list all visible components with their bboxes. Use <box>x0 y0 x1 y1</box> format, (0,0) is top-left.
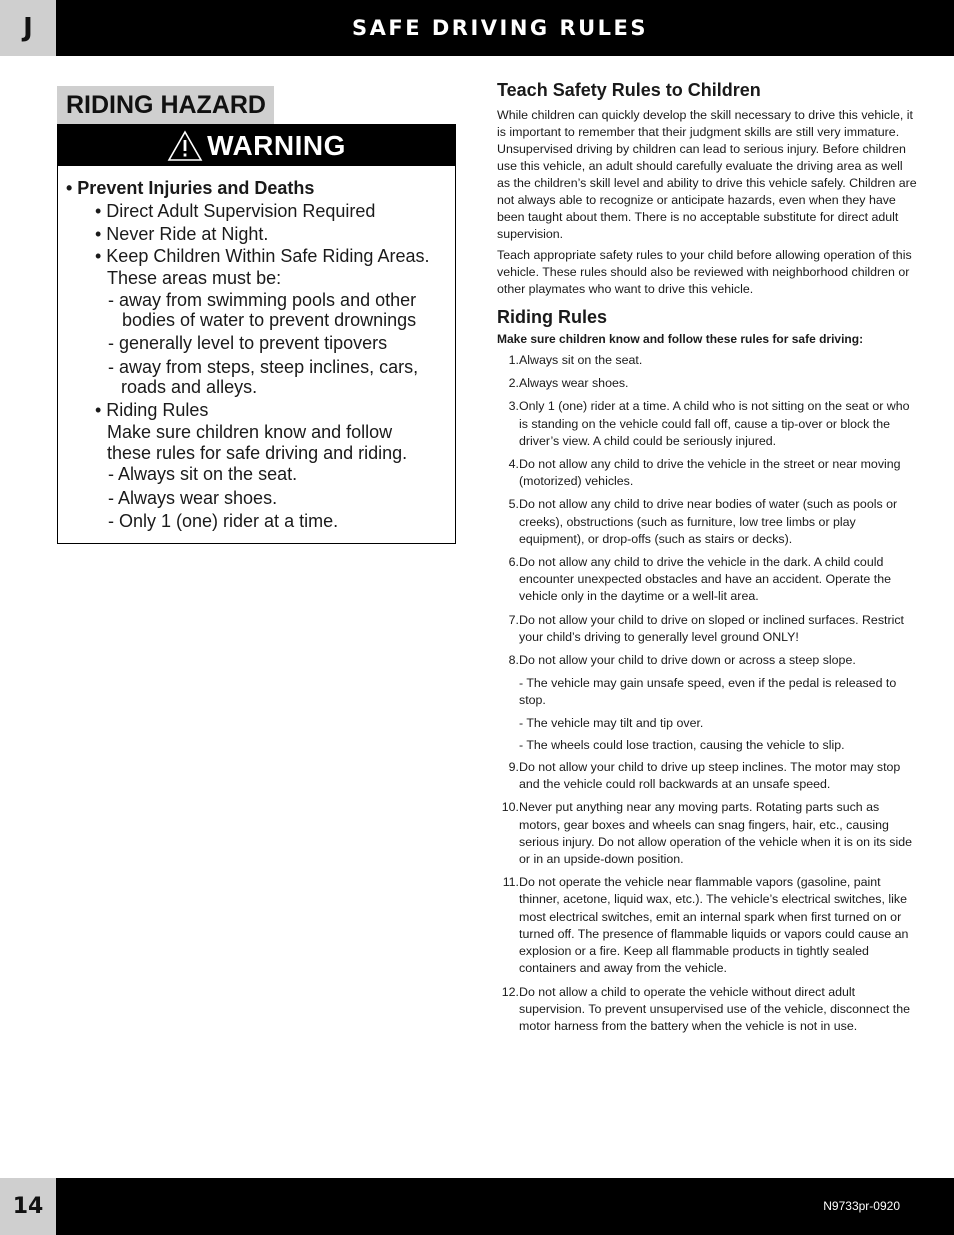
warning-line: - away from swimming pools and other <box>108 290 417 310</box>
rule-text: Do not allow any child to drive the vehicle in the dark. A child could encounter unexpected obstacles and have an accident. Operate the vehicle only in the daytime or a well-lit area. <box>519 555 891 604</box>
rule-text: Only 1 (one) rider at a time. A child who is not sitting on the seat or who is standing on the vehicle could fall off, cause a tip-over or block the driver’s view. A child could be seriously injured. <box>519 399 910 448</box>
warning-line: - away from steps, steep inclines, cars, <box>108 357 419 377</box>
rule-text: Never put anything near any moving parts. Rotating parts such as motors, gear boxes and wheels can snag fingers, hair, etc., causing serious injury. Do not allow operation of the vehicle when it is on its side or in an upside-down position. <box>519 800 913 867</box>
warning-line: • Never Ride at Night. <box>95 224 269 244</box>
riding-rules-heading: Riding Rules <box>497 307 608 327</box>
warning-line: - generally level to prevent tipovers <box>108 333 388 353</box>
rule-number: 2. <box>508 376 519 391</box>
section-letter: J <box>0 0 56 56</box>
rule-text: Do not allow your child to drive on sloped or inclined surfaces. Restrict your child’s driving to generally level ground ONLY! <box>519 612 904 644</box>
right-column <box>497 80 917 1035</box>
riding-rules-intro: Make sure children know and follow these rules for safe driving: <box>497 332 864 346</box>
rule-number: 4. <box>508 457 519 472</box>
warning-heading: WARNING <box>207 129 346 161</box>
rule-item <box>497 652 917 669</box>
warning-triangle-icon <box>167 130 203 162</box>
warning-line: bodies of water to prevent drownings <box>122 310 417 330</box>
warning-line: these rules for safe driving and riding. <box>107 443 408 463</box>
document-code: N9733pr-0920 <box>823 1199 900 1213</box>
warning-line: - Always wear shoes. <box>108 488 278 508</box>
rule-number: 10. <box>501 800 519 815</box>
rule-number: 11. <box>502 875 519 890</box>
warning-line: roads and alleys. <box>121 377 258 397</box>
rule-item <box>497 799 917 868</box>
rule-sub-item: - The vehicle may tilt and tip over. <box>519 715 704 730</box>
rule-sub-item: - The vehicle may gain unsafe speed, even if the pedal is released to stop. <box>519 676 897 708</box>
rule-item <box>497 874 917 977</box>
rule-item <box>497 496 917 548</box>
warning-line: • Prevent Injuries and Deaths <box>66 178 315 198</box>
footer-bar <box>56 1178 954 1235</box>
rule-number: 5. <box>508 497 519 512</box>
warning-box <box>57 124 456 544</box>
warning-line: These areas must be: <box>107 268 282 288</box>
rule-text: Do not allow any child to drive the vehicle in the street or near moving (motorized) vehicles. <box>519 457 901 489</box>
rule-number: 8. <box>508 653 519 668</box>
warning-line: • Riding Rules <box>95 400 209 420</box>
rule-item <box>497 612 917 646</box>
rule-number: 12. <box>501 984 519 999</box>
rule-item <box>497 456 917 490</box>
rule-item <box>497 398 917 450</box>
rule-number: 6. <box>508 555 519 570</box>
rule-sub-item: - The wheels could lose traction, causing the vehicle to slip. <box>519 737 845 752</box>
rule-number: 1. <box>508 353 519 367</box>
teach-paragraph: While children can quickly develop the skill necessary to drive this vehicle, it is important to remember that their judgment skills are still very immature. Unsupervised driving by children can lead to serious injury. Before children use this vehicle, an adult should carefully evaluate the driving area as well as the children’s skill level and ability to drive this vehicle safely. Children are not always able to recognize or anticipate hazards, even when they have been taught about them. There is no acceptable substitute for direct adult supervision. <box>497 108 917 241</box>
rule-text: Do not operate the vehicle near flammable vapors (gasoline, paint thinner, acetone, liquid wax, etc.). The vehicle’s electrical switches, like most electrical switches, emit an internal spark when first turned on or turned off. The presence of flammable liquids or vapors could cause an explosion or a fire. Keep all flammable products in tightly sealed containers and away from the vehicle. <box>519 875 909 976</box>
rule-item <box>497 984 917 1036</box>
rule-text: Do not allow any child to drive near bodies of water (such as pools or creeks), obstructions (such as furniture, low tree limbs or play equipment), or drop-offs (such as stairs or decks). <box>519 497 898 546</box>
warning-line: - Always sit on the seat. <box>108 464 298 484</box>
teach-safety-heading: Teach Safety Rules to Children <box>497 80 761 100</box>
warning-line: Make sure children know and follow <box>107 422 393 442</box>
rule-text: Always sit on the seat. <box>519 353 643 367</box>
rule-text: Do not allow your child to drive up steep inclines. The motor may stop and the vehicle could roll backwards at an unsafe speed. <box>519 760 901 792</box>
rule-number: 7. <box>508 612 519 627</box>
warning-line: - Only 1 (one) rider at a time. <box>108 511 339 531</box>
warning-line: • Keep Children Within Safe Riding Areas. <box>95 246 430 266</box>
warning-line: • Direct Adult Supervision Required <box>95 201 376 221</box>
warning-bar <box>58 125 455 166</box>
page-number: 14 <box>0 1178 56 1235</box>
page-title: SAFE DRIVING RULES <box>351 16 649 40</box>
rule-number: 3. <box>508 399 519 414</box>
rule-item <box>497 759 917 793</box>
rule-text: Do not allow your child to drive down or across a steep slope. <box>519 653 856 668</box>
rule-text: Do not allow a child to operate the vehicle without direct adult supervision. To prevent unsupervised use of the vehicle, disconnect the motor harness from the battery when the vehicle is not in use. <box>519 984 910 1033</box>
rule-text: Always wear shoes. <box>519 376 629 391</box>
rule-item <box>497 375 917 392</box>
teach-paragraph: Teach appropriate safety rules to your child before allowing operation of this vehicle. These rules should also be reviewed with neighborhood children or other playmates who want to drive this vehicle. <box>497 248 912 296</box>
rule-item <box>497 352 917 369</box>
rule-number: 9. <box>508 760 519 775</box>
rule-item <box>497 554 917 606</box>
header-bar <box>56 0 954 56</box>
riding-hazard-label: RIDING HAZARD <box>57 86 274 125</box>
